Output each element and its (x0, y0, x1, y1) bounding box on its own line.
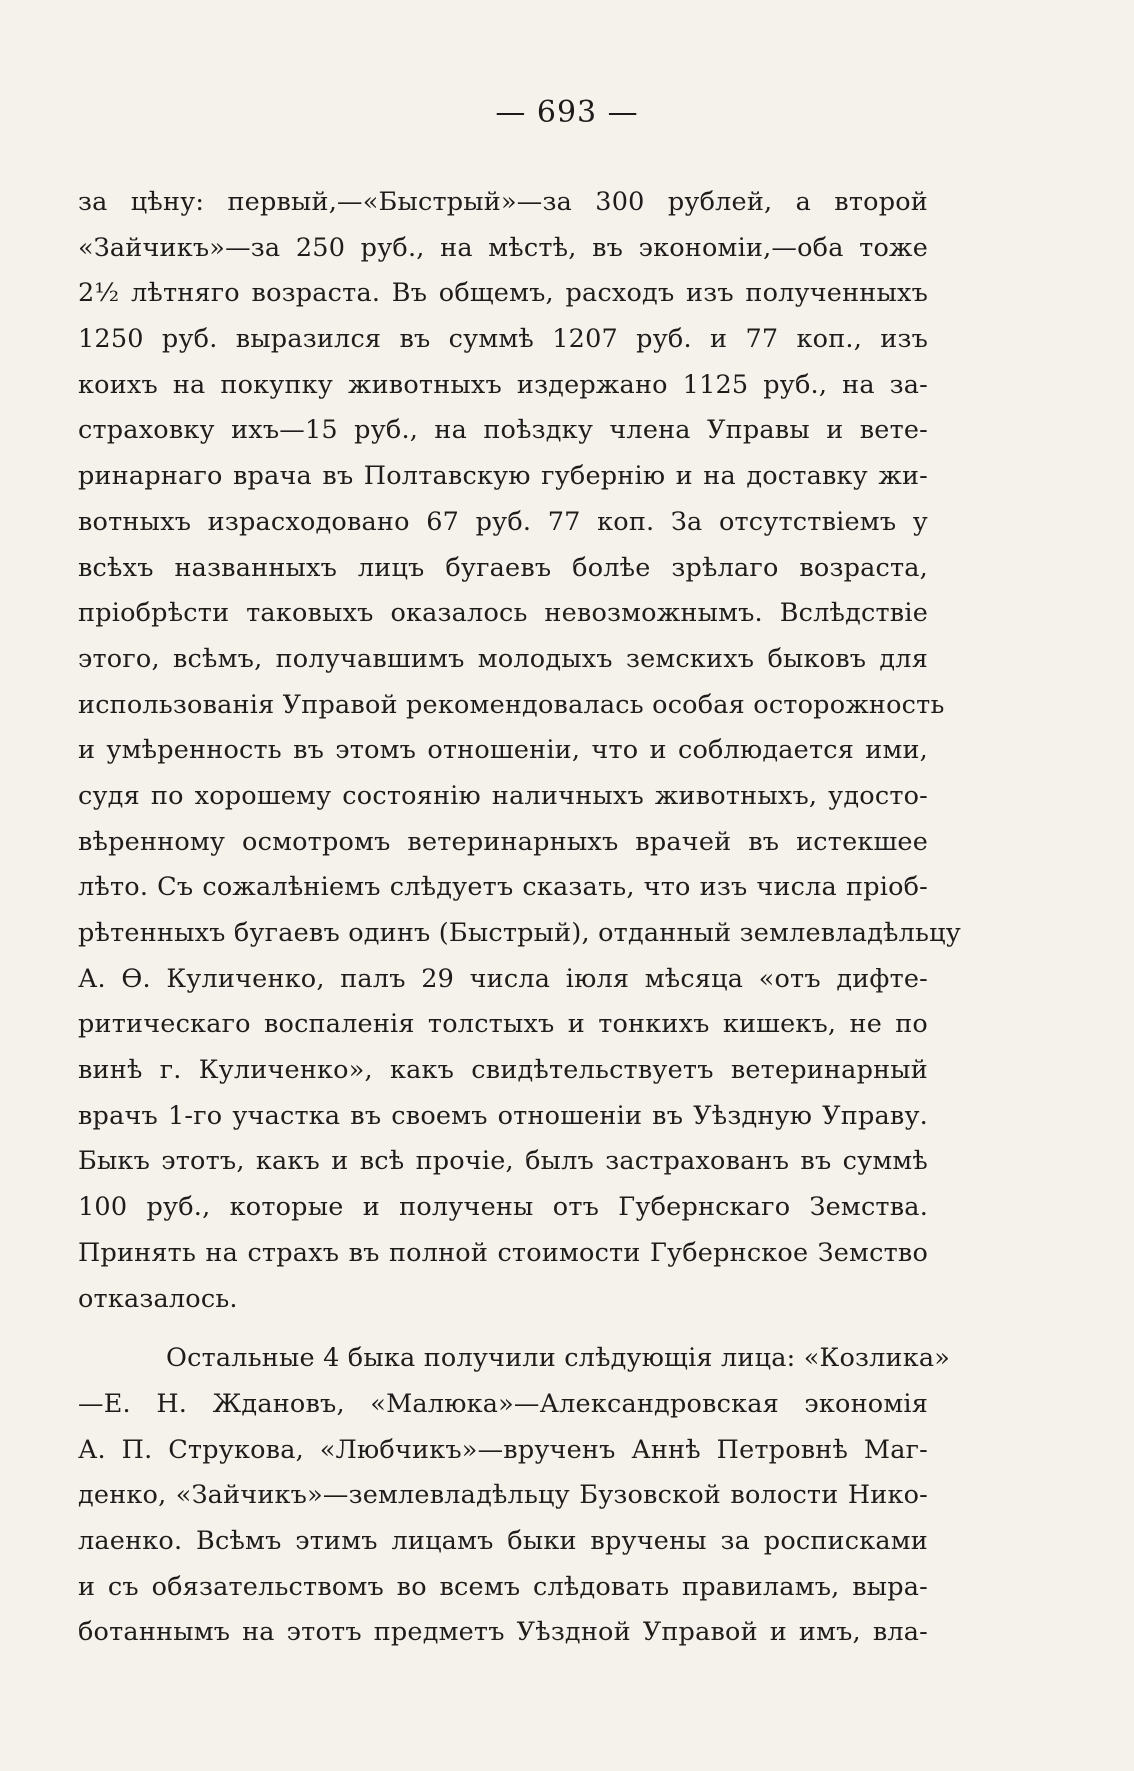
text-line: —Е. Н. Ждановъ, «Малюка»—Александровская экономія (78, 1388, 928, 1419)
text-line: 2½ лѣтняго возраста. Въ общемъ, расходъ изъ полученныхъ (78, 278, 928, 309)
page-number: — 693 — (495, 95, 639, 130)
text-line: использованія Управой рекомендовалась особая осторожность (78, 689, 945, 720)
text-line: лѣто. Съ сожалѣніемъ слѣдуетъ сказать, что изъ числа пріоб- (78, 872, 928, 903)
paragraph-1 (78, 180, 961, 1322)
text-line: и умѣренность въ этомъ отношеніи, что и соблюдается ими, (78, 735, 928, 766)
text-line: вотныхъ израсходовано 67 руб. 77 коп. За отсутствіемъ у (78, 506, 928, 537)
text-line: «Зайчикъ»—за 250 руб., на мѣстѣ, въ экономіи,—оба тоже (78, 232, 928, 263)
text-line: ринарнаго врача въ Полтавскую губернію и на доставку жи- (78, 461, 928, 492)
text-line: всѣхъ названныхъ лицъ бугаевъ болѣе зрѣлаго возраста, (78, 552, 928, 583)
text-line: и съ обязательствомъ во всемъ слѣдовать правиламъ, выра- (78, 1571, 928, 1602)
text-line: страховку ихъ—15 руб., на поѣздку члена Управы и вете- (78, 415, 928, 446)
paragraph-2 (78, 1336, 951, 1656)
text-line: ритическаго воспаленія толстыхъ и тонкихъ кишекъ, не по (78, 1009, 928, 1040)
text-line: лаенко. Всѣмъ этимъ лицамъ быки вручены за росписками (78, 1525, 928, 1556)
text-line: этого, всѣмъ, получавшимъ молодыхъ земскихъ быковъ для (78, 643, 928, 674)
text-line: А. П. Струкова, «Любчикъ»—врученъ Аннѣ Петровнѣ Маг- (78, 1434, 928, 1465)
text-line: врачъ 1-го участка въ своемъ отношеніи въ Уѣздную Управу. (78, 1100, 928, 1131)
text-line: за цѣну: первый,—«Быстрый»—за 300 рублей, а второй (78, 187, 928, 217)
body-text (78, 180, 961, 1656)
text-line: ботаннымъ на этотъ предметъ Уѣздной Управой и имъ, вла- (78, 1617, 928, 1648)
text-line: Остальные 4 быка получили слѣдующія лица: «Козлика» (166, 1343, 951, 1374)
text-line: Быкъ этотъ, какъ и всѣ прочіе, былъ застрахованъ въ суммѣ (78, 1146, 928, 1177)
paragraph-gap (78, 1322, 928, 1336)
text-line: вѣренному осмотромъ ветеринарныхъ врачей въ истекшее (78, 826, 928, 857)
text-line: 1250 руб. выразился въ суммѣ 1207 руб. и 77 коп., изъ (78, 324, 928, 355)
text-line: денко, «Зайчикъ»—землевладѣльцу Бузовской волости Нико- (78, 1480, 928, 1511)
text-line: рѣтенныхъ бугаевъ одинъ (Быстрый), отданный землевладѣльцу (78, 918, 961, 948)
text-line: винѣ г. Куличенко», какъ свидѣтельствуетъ ветеринарный (78, 1055, 928, 1086)
text-line: пріобрѣсти таковыхъ оказалось невозможнымъ. Вслѣдствіе (78, 598, 928, 629)
text-line: А. Ѳ. Куличенко, палъ 29 числа іюля мѣсяца «отъ дифте- (78, 963, 928, 994)
text-line: 100 руб., которые и получены отъ Губернскаго Земства. (78, 1192, 928, 1223)
text-line: отказалось. (78, 1283, 238, 1314)
text-line: судя по хорошему состоянію наличныхъ животныхъ, удосто- (78, 780, 928, 811)
text-line: коихъ на покупку животныхъ издержано 1125 руб., на за- (78, 369, 928, 400)
text-line: Принять на страхъ въ полной стоимости Губернское Земство (78, 1237, 928, 1268)
